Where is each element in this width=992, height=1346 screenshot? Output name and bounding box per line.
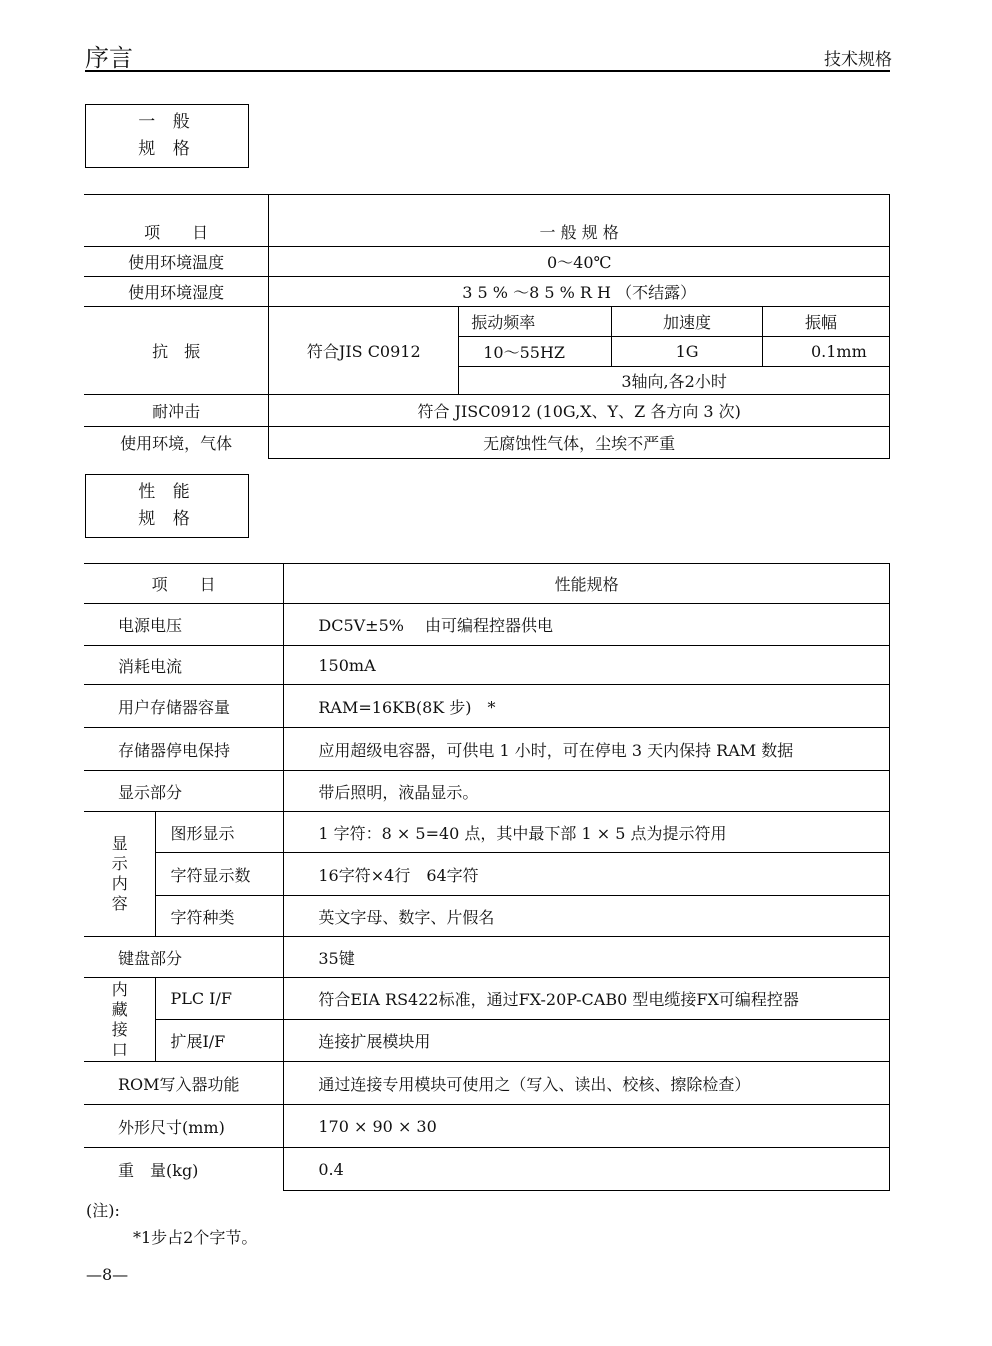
row-value: 通过连接专用模块可使用之（写入、读出、校核、擦除检查） bbox=[284, 1062, 890, 1105]
table-row bbox=[84, 1105, 890, 1148]
row-value: 16字符×4行 64字符 bbox=[284, 853, 890, 896]
general-box-line-2: 规 格 bbox=[138, 139, 196, 159]
row-label: 使用环境温度 bbox=[84, 247, 269, 277]
row-label: 抗 振 bbox=[84, 307, 269, 395]
row-label: 存储器停电保持 bbox=[84, 728, 284, 771]
general-spec-table bbox=[84, 194, 890, 459]
row-label: 键盘部分 bbox=[84, 937, 284, 978]
table-row bbox=[84, 247, 890, 277]
row-value: 1 字符：8 × 5=40 点，其中最下部 1 × 5 点为提示符用 bbox=[284, 812, 890, 853]
row-label: 用户存储器容量 bbox=[84, 685, 284, 728]
vib-note: 3轴向,各2小时 bbox=[459, 367, 890, 395]
table-row bbox=[84, 978, 890, 1020]
row-label: 耐冲击 bbox=[84, 395, 269, 427]
row-label: 显示部分 bbox=[84, 771, 284, 812]
row-value: 0.4 bbox=[284, 1148, 890, 1191]
display-group-text: 显示内容 bbox=[111, 834, 128, 913]
performance-box-line-2: 规 格 bbox=[138, 509, 196, 529]
table-header-row bbox=[84, 195, 890, 247]
table-row bbox=[84, 307, 890, 337]
row-label: 字符种类 bbox=[156, 896, 284, 937]
row-value: 0～40℃ bbox=[269, 247, 890, 277]
row-label: 消耗电流 bbox=[84, 646, 284, 685]
row-value: 连接扩展模块用 bbox=[284, 1020, 890, 1062]
table-row bbox=[84, 771, 890, 812]
row-label: 字符显示数 bbox=[156, 853, 284, 896]
header-spec: 一 般 规 格 bbox=[269, 195, 890, 247]
row-value: 符合 JISC0912 (10G,X、Y、Z 各方向 3 次) bbox=[269, 395, 890, 427]
vib-acceleration: 1G bbox=[612, 337, 763, 367]
row-label: 重 量(kg) bbox=[84, 1148, 284, 1191]
table-row bbox=[84, 1148, 890, 1191]
page-title: 序言 bbox=[85, 44, 133, 72]
table-row bbox=[84, 646, 890, 685]
row-value: 带后照明，液晶显示。 bbox=[284, 771, 890, 812]
row-label: 图形显示 bbox=[156, 812, 284, 853]
interface-group-label bbox=[84, 978, 156, 1062]
row-value: 应用超级电容器，可供电 1 小时，可在停电 3 天内保持 RAM 数据 bbox=[284, 728, 890, 771]
general-box-line-1: 一 般 bbox=[138, 112, 196, 132]
row-value: RAM=16KB(8K 步) * bbox=[284, 685, 890, 728]
table-row bbox=[84, 853, 890, 896]
header-divider bbox=[85, 70, 890, 72]
row-value: 170 × 90 × 30 bbox=[284, 1105, 890, 1148]
note-line: *1步占2个字节。 bbox=[133, 1228, 258, 1247]
vib-head-frequency: 振动频率 bbox=[459, 307, 612, 337]
header-item: 项 日 bbox=[84, 195, 269, 247]
section-title: 技术规格 bbox=[824, 50, 892, 70]
vib-head-amplitude: 振幅 bbox=[762, 307, 889, 337]
interface-group-text: 内藏接口 bbox=[111, 979, 128, 1059]
vib-frequency: 10～55HZ bbox=[459, 337, 612, 367]
table-row bbox=[84, 728, 890, 771]
row-value: 3 5 % ～8 5 % R H （不结露） bbox=[269, 277, 890, 307]
row-value: 符合JIS C0912 bbox=[269, 307, 459, 395]
row-label: 扩展I/F bbox=[156, 1020, 284, 1062]
display-group-label bbox=[84, 812, 156, 937]
row-value: 无腐蚀性气体，尘埃不严重 bbox=[269, 427, 890, 459]
table-row bbox=[84, 937, 890, 978]
row-value: 英文字母、数字、片假名 bbox=[284, 896, 890, 937]
row-label: 外形尺寸(mm) bbox=[84, 1105, 284, 1148]
header-spec: 性能规格 bbox=[284, 564, 890, 604]
row-label: PLC I/F bbox=[156, 978, 284, 1020]
table-row bbox=[84, 896, 890, 937]
header-item: 项 日 bbox=[84, 564, 284, 604]
performance-box-line-1: 性 能 bbox=[138, 482, 196, 502]
table-row bbox=[84, 812, 890, 853]
table-row bbox=[84, 1020, 890, 1062]
row-value: 符合EIA RS422标准，通过FX-20P-CAB0 型电缆接FX可编程控器 bbox=[284, 978, 890, 1020]
row-value: DC5V±5% 由可编程控器供电 bbox=[284, 604, 890, 646]
row-value: 150mA bbox=[284, 646, 890, 685]
notes-title: (注): bbox=[86, 1201, 120, 1220]
row-label: 使用环境湿度 bbox=[84, 277, 269, 307]
table-row bbox=[84, 604, 890, 646]
table-header-row bbox=[84, 564, 890, 604]
row-value: 35键 bbox=[284, 937, 890, 978]
row-label: 电源电压 bbox=[84, 604, 284, 646]
performance-spec-table bbox=[84, 563, 890, 1191]
vib-amplitude: 0.1mm bbox=[762, 337, 889, 367]
table-row bbox=[84, 427, 890, 459]
performance-spec-label-box bbox=[85, 474, 249, 538]
table-row bbox=[84, 685, 890, 728]
row-label: 使用环境，气体 bbox=[84, 427, 269, 459]
row-label: ROM写入器功能 bbox=[84, 1062, 284, 1105]
table-row bbox=[84, 1062, 890, 1105]
table-row bbox=[84, 395, 890, 427]
vib-head-acceleration: 加速度 bbox=[612, 307, 763, 337]
page-number: —8— bbox=[86, 1265, 129, 1284]
general-spec-label-box bbox=[85, 104, 249, 168]
table-row bbox=[84, 277, 890, 307]
